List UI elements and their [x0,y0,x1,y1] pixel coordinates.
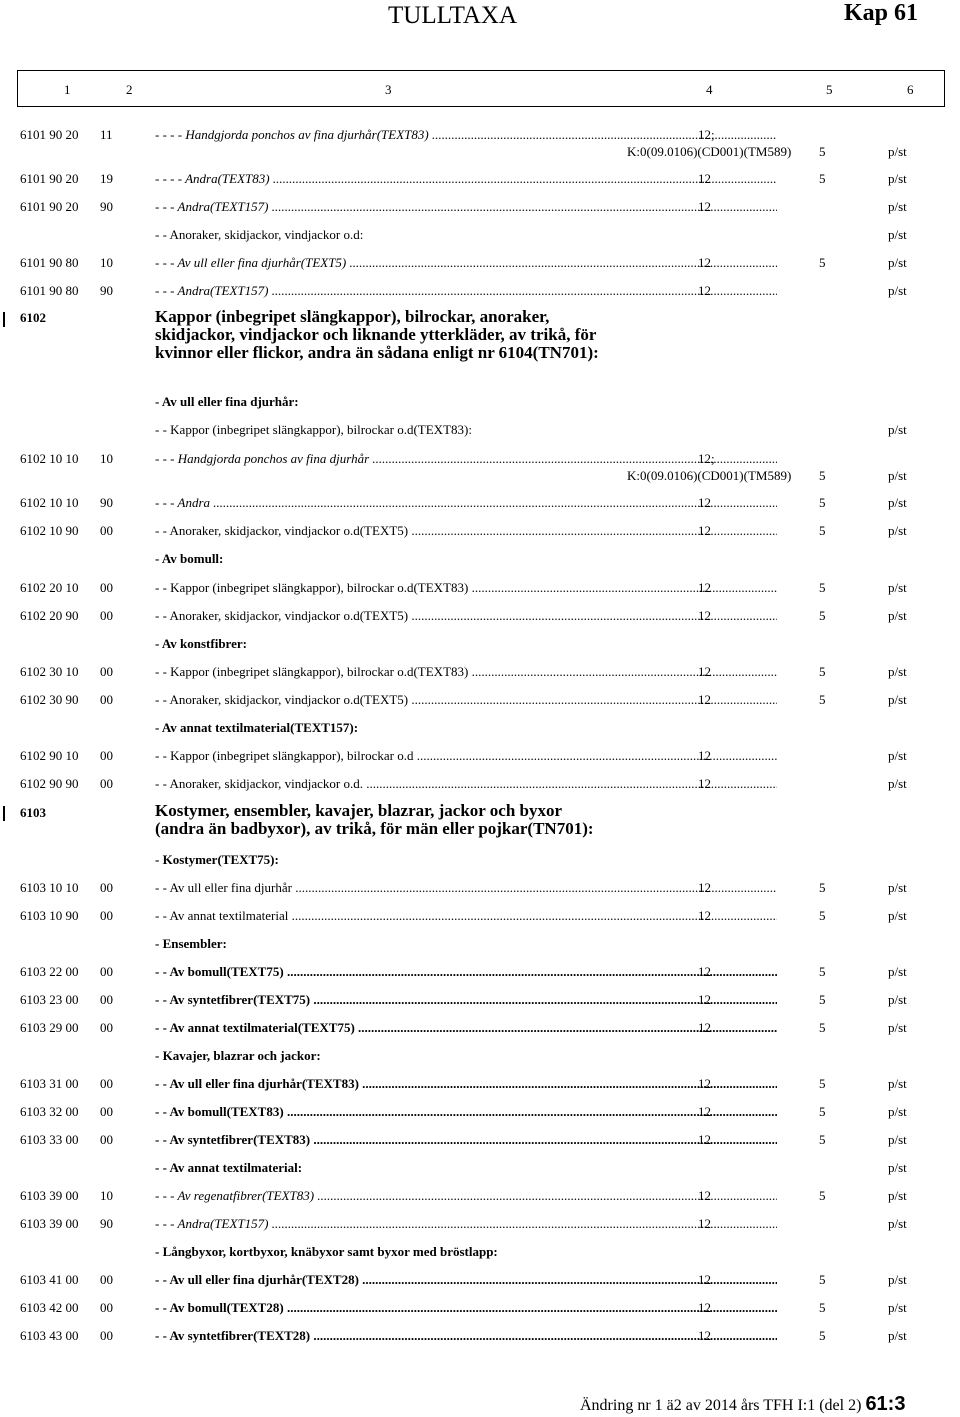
duty-rate: 12 [698,748,711,763]
duty-rate: 12 [698,1216,711,1231]
unit: p/st [888,468,907,483]
vat-rate: 5 [819,692,826,707]
description: - - - - Andra(TEXT83) ..... [155,171,777,187]
duty-rate: 12 [698,664,711,679]
table-row [0,199,960,219]
vat-rate: 5 [819,964,826,979]
tariff-code: 6103 42 00 [20,1300,79,1315]
description: - - - Av ull eller fina djurhår(TEXT5) ..... [155,255,777,271]
tariff-code: 6101 90 80 [20,255,79,270]
vat-rate: 5 [819,1328,826,1343]
table-row [0,1076,960,1096]
description: - Långbyxor, kortbyxor, knäbyxor samt byxor med bröstlapp: [155,1244,498,1259]
table-row [0,394,960,414]
vat-rate: 5 [819,580,826,595]
tariff-subcode: 00 [100,664,113,679]
unit: p/st [888,283,907,298]
column-number: 5 [826,82,833,97]
description: - Av konstfibrer: [155,636,247,651]
tariff-code: 6101 90 20 [20,199,79,214]
tariff-code: 6103 39 00 [20,1216,79,1231]
duty-note: K:0(09.0106)(CD001)(TM589) [627,144,792,159]
unit: p/st [888,422,907,437]
duty-rate: 12 [698,1104,711,1119]
description: - - - Andra(TEXT157) ..... [155,1216,777,1232]
duty-rate: 12 [698,1020,711,1035]
vat-rate: 5 [819,468,826,483]
unit: p/st [888,964,907,979]
duty-rate: 12; [698,127,715,142]
table-row [0,1104,960,1124]
tariff-code: 6102 10 90 [20,523,79,538]
table-row [0,664,960,684]
tariff-code: 6103 33 00 [20,1132,79,1147]
description: - - Av bomull(TEXT75) ..... [155,964,777,980]
unit: p/st [888,1132,907,1147]
description: - - - Andra(TEXT157) ..... [155,283,777,299]
column-header-row [17,70,945,107]
unit: p/st [888,523,907,538]
duty-rate: 12 [698,283,711,298]
description: - Av bomull: [155,551,224,566]
tariff-subcode: 00 [100,748,113,763]
tariff-subcode: 00 [100,776,113,791]
vat-rate: 5 [819,608,826,623]
description: - Ensembler: [155,936,227,951]
description: - - Anoraker, skidjackor, vindjackor o.d. ..... [155,776,777,792]
tariff-subcode: 00 [100,1300,113,1315]
tariff-code: 6103 22 00 [20,964,79,979]
table-row [0,1160,960,1180]
description: - Kavajer, blazrar och jackor: [155,1048,321,1063]
table-row [0,608,960,628]
vat-rate: 5 [819,255,826,270]
table-row [0,1300,960,1320]
vat-rate: 5 [819,992,826,1007]
table-row [0,936,960,956]
unit: p/st [888,495,907,510]
description: - - Av syntetfibrer(TEXT75) ..... [155,992,777,1008]
vat-rate: 5 [819,523,826,538]
table-row [0,422,960,442]
table-row [0,580,960,600]
change-marker [3,806,5,821]
unit: p/st [888,171,907,186]
vat-rate: 5 [819,880,826,895]
unit: p/st [888,1216,907,1231]
tariff-code: 6103 23 00 [20,992,79,1007]
table-row [0,720,960,740]
table-row [0,1272,960,1292]
duty-rate: 12 [698,608,711,623]
description: - - Av annat textilmaterial ..... [155,908,777,924]
duty-rate: 12 [698,692,711,707]
unit: p/st [888,227,907,242]
table-row [0,171,960,191]
table-row [0,1328,960,1348]
tariff-subcode: 19 [100,171,113,186]
duty-rate: 12 [698,171,711,186]
table-row [0,908,960,928]
table-row [0,255,960,275]
duty-rate: 12 [698,523,711,538]
tariff-subcode: 00 [100,580,113,595]
unit: p/st [888,144,907,159]
description: - - Av syntetfibrer(TEXT28) ..... [155,1328,777,1344]
unit: p/st [888,908,907,923]
tariff-subcode: 90 [100,283,113,298]
vat-rate: 5 [819,495,826,510]
duty-rate: 12 [698,1300,711,1315]
duty-rate: 12 [698,964,711,979]
tariff-subcode: 00 [100,608,113,623]
unit: p/st [888,880,907,895]
column-number: 6 [907,82,914,97]
unit: p/st [888,1328,907,1343]
duty-rate: 12 [698,1328,711,1343]
table-row [0,1020,960,1040]
description: - - Av bomull(TEXT83) ..... [155,1104,777,1120]
footer-text: Ändring nr 1 ä2 av 2014 års TFH I:1 (del 2) [580,1397,862,1414]
column-number: 3 [385,82,392,97]
heading-text: Kappor (inbegripet slängkappor), bilrockar, anoraker, skidjackor, vindjackor och liknande ytterkläder, av trikå, för kvinnor eller flickor, andra än sådana enligt nr 6104(TN701): [155,307,599,362]
duty-rate: 12; [698,451,715,466]
tariff-code: 6102 30 90 [20,692,79,707]
description: - - Kappor (inbegripet slängkappor), bilrockar o.d(TEXT83) ..... [155,580,777,596]
table-row [0,636,960,656]
unit: p/st [888,608,907,623]
vat-rate: 5 [819,171,826,186]
unit: p/st [888,1104,907,1119]
vat-rate: 5 [819,1272,826,1287]
description: - - Kappor (inbegripet slängkappor), bilrockar o.d(TEXT83) ..... [155,664,777,680]
tariff-subcode: 00 [100,992,113,1007]
tariff-code: 6103 43 00 [20,1328,79,1343]
description: - - Av annat textilmaterial(TEXT75) ..... [155,1020,777,1036]
tariff-code: 6102 20 10 [20,580,79,595]
tariff-code: 6103 39 00 [20,1188,79,1203]
heading-text: Kostymer, ensembler, kavajer, blazrar, jackor och byxor (andra än badbyxor), av trikå, för män eller pojkar(TN701): [155,801,594,838]
description: - - Av syntetfibrer(TEXT83) ..... [155,1132,777,1148]
unit: p/st [888,255,907,270]
tariff-code: 6102 10 10 [20,495,79,510]
tariff-code: 6103 31 00 [20,1076,79,1091]
table-row [0,1244,960,1264]
table-row [0,227,960,247]
column-number: 1 [64,82,71,97]
table-row [0,1048,960,1068]
table-row [0,692,960,712]
duty-rate: 12 [698,495,711,510]
tariff-code: 6101 90 20 [20,127,79,142]
tariff-subcode: 00 [100,1328,113,1343]
vat-rate: 5 [819,1188,826,1203]
duty-rate: 12 [698,1076,711,1091]
tariff-subcode: 00 [100,523,113,538]
table-row [0,880,960,900]
tariff-code: 6103 32 00 [20,1104,79,1119]
change-marker [3,312,5,327]
vat-rate: 5 [819,1020,826,1035]
table-row [0,1188,960,1208]
tariff-subcode: 11 [100,127,113,142]
table-row [0,992,960,1012]
vat-rate: 5 [819,1104,826,1119]
vat-rate: 5 [819,1132,826,1147]
description: - - - - Handgjorda ponchos av fina djurhår(TEXT83) ..... [155,127,777,143]
description: - - Kappor (inbegripet slängkappor), bilrockar o.d(TEXT83): [155,422,472,437]
description: - - Av ull eller fina djurhår(TEXT28) ..... [155,1272,777,1288]
unit: p/st [888,992,907,1007]
tariff-subcode: 00 [100,692,113,707]
description: - - Av annat textilmaterial: [155,1160,303,1175]
table-row [0,127,960,159]
tariff-subcode: 90 [100,199,113,214]
tariff-subcode: 00 [100,880,113,895]
heading-number: 6103 [20,805,46,820]
unit: p/st [888,1076,907,1091]
table-row [0,523,960,543]
description: - - Av bomull(TEXT28) ..... [155,1300,777,1316]
tariff-subcode: 10 [100,1188,113,1203]
duty-rate: 12 [698,1272,711,1287]
table-row [0,1132,960,1152]
tariff-subcode: 90 [100,1216,113,1231]
description: - - Av ull eller fina djurhår ..... [155,880,777,896]
document-title: TULLTAXA [388,2,518,29]
unit: p/st [888,776,907,791]
vat-rate: 5 [819,664,826,679]
tariff-code: 6102 10 10 [20,451,79,466]
page-footer [580,1393,905,1416]
table-row [0,1216,960,1236]
unit: p/st [888,1020,907,1035]
tariff-subcode: 00 [100,908,113,923]
table-row [0,964,960,984]
duty-rate: 12 [698,580,711,595]
tariff-code: 6101 90 80 [20,283,79,298]
tariff-code: 6102 90 10 [20,748,79,763]
table-row [0,283,960,303]
tariff-code: 6102 20 90 [20,608,79,623]
vat-rate: 5 [819,1076,826,1091]
unit: p/st [888,199,907,214]
duty-rate: 12 [698,199,711,214]
tariff-code: 6102 90 90 [20,776,79,791]
tariff-subcode: 00 [100,1132,113,1147]
description: - - Anoraker, skidjackor, vindjackor o.d(TEXT5) ..... [155,608,777,624]
table-row [0,451,960,483]
tariff-subcode: 00 [100,1272,113,1287]
duty-rate: 12 [698,255,711,270]
vat-rate: 5 [819,144,826,159]
tariff-subcode: 00 [100,1076,113,1091]
unit: p/st [888,748,907,763]
page-number: 61:3 [865,1393,906,1415]
table-row [0,776,960,796]
vat-rate: 5 [819,1300,826,1315]
tariff-code: 6103 10 10 [20,880,79,895]
tariff-subcode: 00 [100,964,113,979]
table-row [0,852,960,872]
description: - - - Andra(TEXT157) ..... [155,199,777,215]
heading-number: 6102 [20,310,46,325]
description: - - Anoraker, skidjackor, vindjackor o.d(TEXT5) ..... [155,523,777,539]
unit: p/st [888,1160,907,1175]
description: - - - Andra ..... [155,495,777,511]
tariff-subcode: 10 [100,255,113,270]
unit: p/st [888,580,907,595]
duty-rate: 12 [698,908,711,923]
table-row [0,495,960,515]
vat-rate: 5 [819,908,826,923]
description: - Av ull eller fina djurhår: [155,394,299,409]
tariff-subcode: 10 [100,451,113,466]
duty-rate: 12 [698,880,711,895]
duty-rate: 12 [698,1132,711,1147]
description: - - Anoraker, skidjackor, vindjackor o.d(TEXT5) ..... [155,692,777,708]
tariff-code: 6101 90 20 [20,171,79,186]
duty-rate: 12 [698,776,711,791]
chapter-label: Kap 61 [843,0,918,26]
tariff-subcode: 90 [100,495,113,510]
tariff-code: 6102 30 10 [20,664,79,679]
tariff-subcode: 00 [100,1104,113,1119]
tariff-subcode: 00 [100,1020,113,1035]
description: - - - Handgjorda ponchos av fina djurhår ..... [155,451,777,467]
tariff-code: 6103 41 00 [20,1272,79,1287]
unit: p/st [888,1188,907,1203]
table-row [0,551,960,571]
description: - Av annat textilmaterial(TEXT157): [155,720,359,735]
unit: p/st [888,1272,907,1287]
column-number: 4 [706,82,713,97]
duty-rate: 12 [698,1188,711,1203]
description: - - Av ull eller fina djurhår(TEXT83) ..... [155,1076,777,1092]
unit: p/st [888,692,907,707]
tariff-code: 6103 29 00 [20,1020,79,1035]
description: - - Kappor (inbegripet slängkappor), bilrockar o.d ..... [155,748,777,764]
description: - - - Av regenatfibrer(TEXT83) ..... [155,1188,777,1204]
duty-rate: 12 [698,992,711,1007]
tariff-code: 6103 10 90 [20,908,79,923]
description: - Kostymer(TEXT75): [155,852,279,867]
table-row [0,748,960,768]
unit: p/st [888,1300,907,1315]
duty-note: K:0(09.0106)(CD001)(TM589) [627,468,792,483]
description: - - Anoraker, skidjackor, vindjackor o.d: [155,227,364,242]
unit: p/st [888,664,907,679]
column-number: 2 [126,82,133,97]
